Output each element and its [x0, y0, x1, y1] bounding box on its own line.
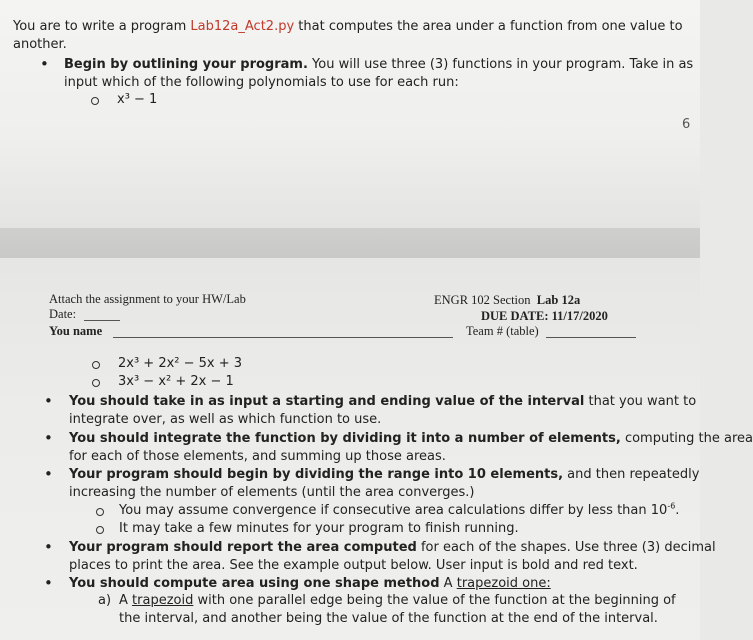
sub-bullet-circle: [96, 526, 104, 534]
bullet-3-line-2: increasing the number of elements (until the area converges.): [69, 485, 475, 500]
sub-bullet-runtime: It may take a few minutes for your program to finish running.: [119, 521, 519, 536]
bullet-1-line-1: You should take in as input a starting and ending value of the interval that you want to: [69, 394, 697, 409]
date-label: Date:: [49, 307, 77, 321]
item-a-line-2: the interval, and another being the value of the function at the end of the interval.: [119, 611, 658, 626]
bullet-4-line-1: Your program should report the area computed for each of the shapes. Use three (3) decimal: [69, 540, 716, 555]
assignment-page: [0, 258, 753, 640]
bullet-dot: •: [44, 429, 53, 447]
team-label: Team # (table): [466, 324, 539, 338]
filename: Lab12a_Act2.py: [190, 19, 295, 34]
due-date: DUE DATE: 11/17/2020: [481, 309, 608, 323]
attach-text: Attach the assignment to your HW/Lab: [49, 292, 246, 306]
name-label: You name: [49, 324, 103, 338]
outline-line-1: Begin by outlining your program. You will use three (3) functions in your program. Take in as: [64, 57, 694, 72]
sub-bullet-circle: [92, 379, 100, 387]
item-a-label: a): [98, 593, 112, 608]
bullet-dot: •: [44, 465, 53, 483]
intro-line-1: You are to write a program Lab12a_Act2.py that computes the area under a function from one value to: [13, 19, 683, 34]
bullet-dot: •: [44, 538, 53, 556]
bullet-dot: •: [40, 55, 49, 73]
trapezoid-one-link[interactable]: trapezoid one:: [456, 576, 551, 591]
outline-line-2: input which of the following polynomials to use for each run:: [64, 75, 459, 90]
item-a-line-1: A trapezoid with one parallel edge being the value of the function at the beginning of: [119, 593, 676, 608]
name-underline: [113, 337, 453, 338]
polynomial-2: 2x³ + 2x² − 5x + 3: [118, 356, 243, 371]
trapezoid-link[interactable]: trapezoid: [132, 593, 194, 608]
top-page-fragment: [0, 0, 700, 228]
bullet-4-line-2: places to print the area. See the example output below. User input is bold and red text.: [69, 558, 638, 573]
bullet-5-line-1: You should compute area using one shape method A trapezoid one:: [69, 576, 551, 591]
sub-bullet-circle: [96, 508, 104, 516]
team-underline: [546, 337, 636, 338]
date-underline: [84, 320, 120, 321]
sub-bullet-convergence: You may assume convergence if consecutive area calculations differ by less than $10^{-6}$.: [119, 501, 680, 518]
intro-line-2: another.: [13, 37, 67, 52]
sub-bullet-circle: [92, 361, 100, 369]
polynomial-3: 3x³ − x² + 2x − 1: [118, 374, 234, 389]
bullet-2-line-1: You should integrate the function by dividing it into a number of elements, computing the area: [69, 431, 753, 446]
bullet-3-line-1: Your program should begin by dividing the range into 10 elements, and then repeatedly: [69, 467, 700, 482]
bullet-2-line-2: for each of those elements, and summing up those areas.: [69, 449, 446, 464]
course-section: ENGR 102 Section Lab 12a: [434, 293, 581, 307]
polynomial-1: x³ − 1: [117, 92, 158, 107]
bullet-dot: •: [44, 392, 53, 410]
page-separator: [0, 228, 700, 258]
bullet-1-line-2: integrate over, as well as which function to use.: [69, 412, 382, 427]
bullet-dot: •: [44, 574, 53, 592]
page-number: 6: [682, 117, 691, 132]
sub-bullet-circle: [91, 97, 99, 105]
